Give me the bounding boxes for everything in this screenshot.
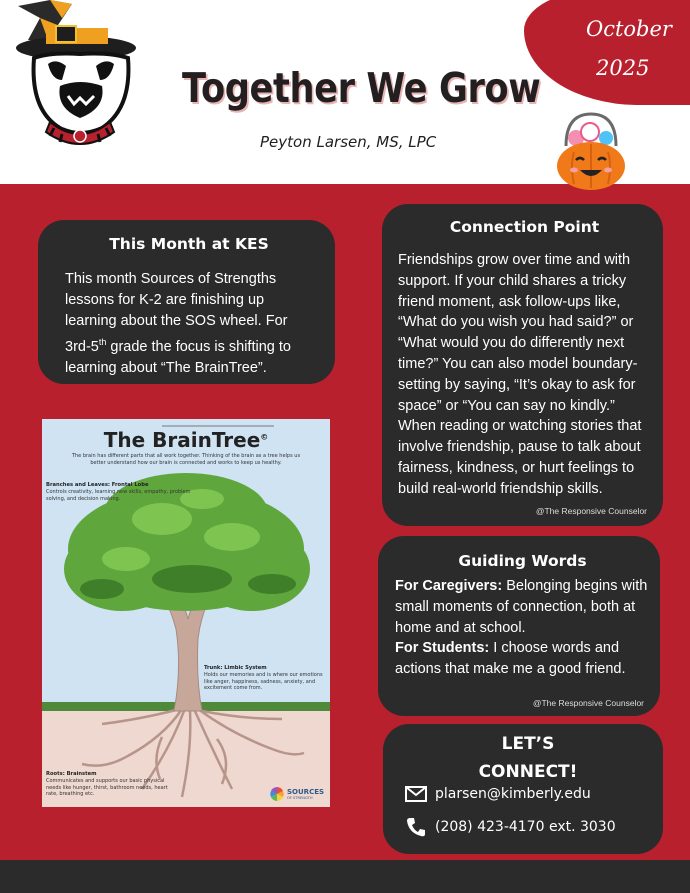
poster-title bbox=[42, 428, 330, 452]
phone-row[interactable] bbox=[405, 816, 616, 838]
caregivers-text: Belonging begins with small moments of connection, both at home and at school. bbox=[395, 578, 648, 636]
connection-card-title: Connection Point bbox=[449, 218, 600, 236]
lets-connect-card bbox=[383, 724, 663, 854]
logo-line2: OF STRENGTH bbox=[287, 795, 313, 800]
bulldog-witch-mascot-icon bbox=[10, 0, 150, 150]
phone-icon bbox=[405, 816, 427, 838]
author-name: Peyton Larsen, MS, LPC bbox=[260, 133, 437, 151]
pumpkin-basket-icon bbox=[552, 112, 630, 192]
guiding-card-credit: @The Responsive Counselor bbox=[532, 698, 644, 708]
tree-illustration bbox=[42, 419, 330, 807]
date-month: October bbox=[586, 17, 672, 41]
guiding-words-card bbox=[378, 536, 660, 716]
logo-line1: SOURCES bbox=[287, 787, 325, 796]
students-label: For Students: bbox=[395, 640, 490, 657]
poster-branches-heading: Branches and Leaves: Frontal Lobe bbox=[46, 482, 149, 488]
connection-card-body: Friendships grow over time and with support. If your child shares a tricky friend moment, ask follow-ups like, “What do you wish you had said?” or “What would you do differently next time?” You can also model boundary-setting by saying, “It’s okay to ask for space” or “You can say no kindly.” When reading or watching stories that involve friendship, pause to talk about fairness, kindness, or hurt feelings to build real-world friendship skills. bbox=[398, 252, 642, 497]
braintree-poster bbox=[42, 419, 330, 807]
guiding-card-body bbox=[395, 576, 650, 680]
kes-body-text-2: grade the focus is shifting to learning about “The BrainTree”. bbox=[65, 338, 291, 376]
connection-card-credit: @The Responsive Counselor bbox=[535, 506, 647, 516]
kes-card-title: This Month at KES bbox=[109, 235, 269, 253]
envelope-icon bbox=[405, 786, 427, 802]
sources-of-strength-logo bbox=[270, 787, 324, 801]
guiding-card-title: Guiding Words bbox=[458, 552, 587, 570]
students-text: I choose words and actions that make me a good friend. bbox=[395, 640, 626, 678]
footer-bar bbox=[0, 860, 690, 893]
date-year: 2025 bbox=[596, 56, 650, 80]
email-address[interactable]: plarsen@kimberly.edu bbox=[435, 786, 591, 802]
poster-title-mark: © bbox=[260, 432, 269, 442]
phone-number[interactable]: (208) 423-4170 ext. 3030 bbox=[435, 819, 616, 835]
poster-branches-text: Controls creativity, learning new skills, empathy, problem solving, and decision making. bbox=[46, 489, 191, 502]
kes-card bbox=[38, 220, 335, 384]
sources-of-strength-wheel-icon bbox=[270, 787, 284, 801]
poster-trunk-text: Holds our memories and is where our emotions like anger, happiness, sadness, anxiety, and excitement come from. bbox=[204, 672, 323, 691]
kes-body-superscript: th bbox=[98, 337, 107, 347]
poster-intro: The brain has different parts that all work together. Thinking of the brain as a tree helps us better understand how our brain is connected and works to keep us healthy. bbox=[71, 453, 301, 466]
connection-point-card bbox=[382, 204, 663, 526]
email-row[interactable] bbox=[405, 786, 591, 802]
kes-card-body bbox=[65, 269, 313, 379]
poster-trunk-heading: Trunk: Limbic System bbox=[204, 665, 267, 671]
connect-title-line1: LET’S bbox=[501, 734, 555, 754]
poster-roots-heading: Roots: Brainstem bbox=[46, 771, 97, 777]
poster-title-text: The BrainTree bbox=[103, 428, 261, 452]
connect-title-line2: CONNECT! bbox=[478, 762, 578, 782]
caregivers-label: For Caregivers: bbox=[395, 578, 503, 594]
poster-roots-text: Communicates and supports our basic physical needs like hunger, thirst, bathroom needs, heart rate, breathing etc. bbox=[46, 778, 168, 797]
kes-body-text-1: This month Sources of Strengths lessons for K-2 are finishing up learning about the SOS wheel. For 3rd-5 bbox=[65, 271, 288, 355]
page-title: Together We Grow bbox=[182, 64, 541, 112]
